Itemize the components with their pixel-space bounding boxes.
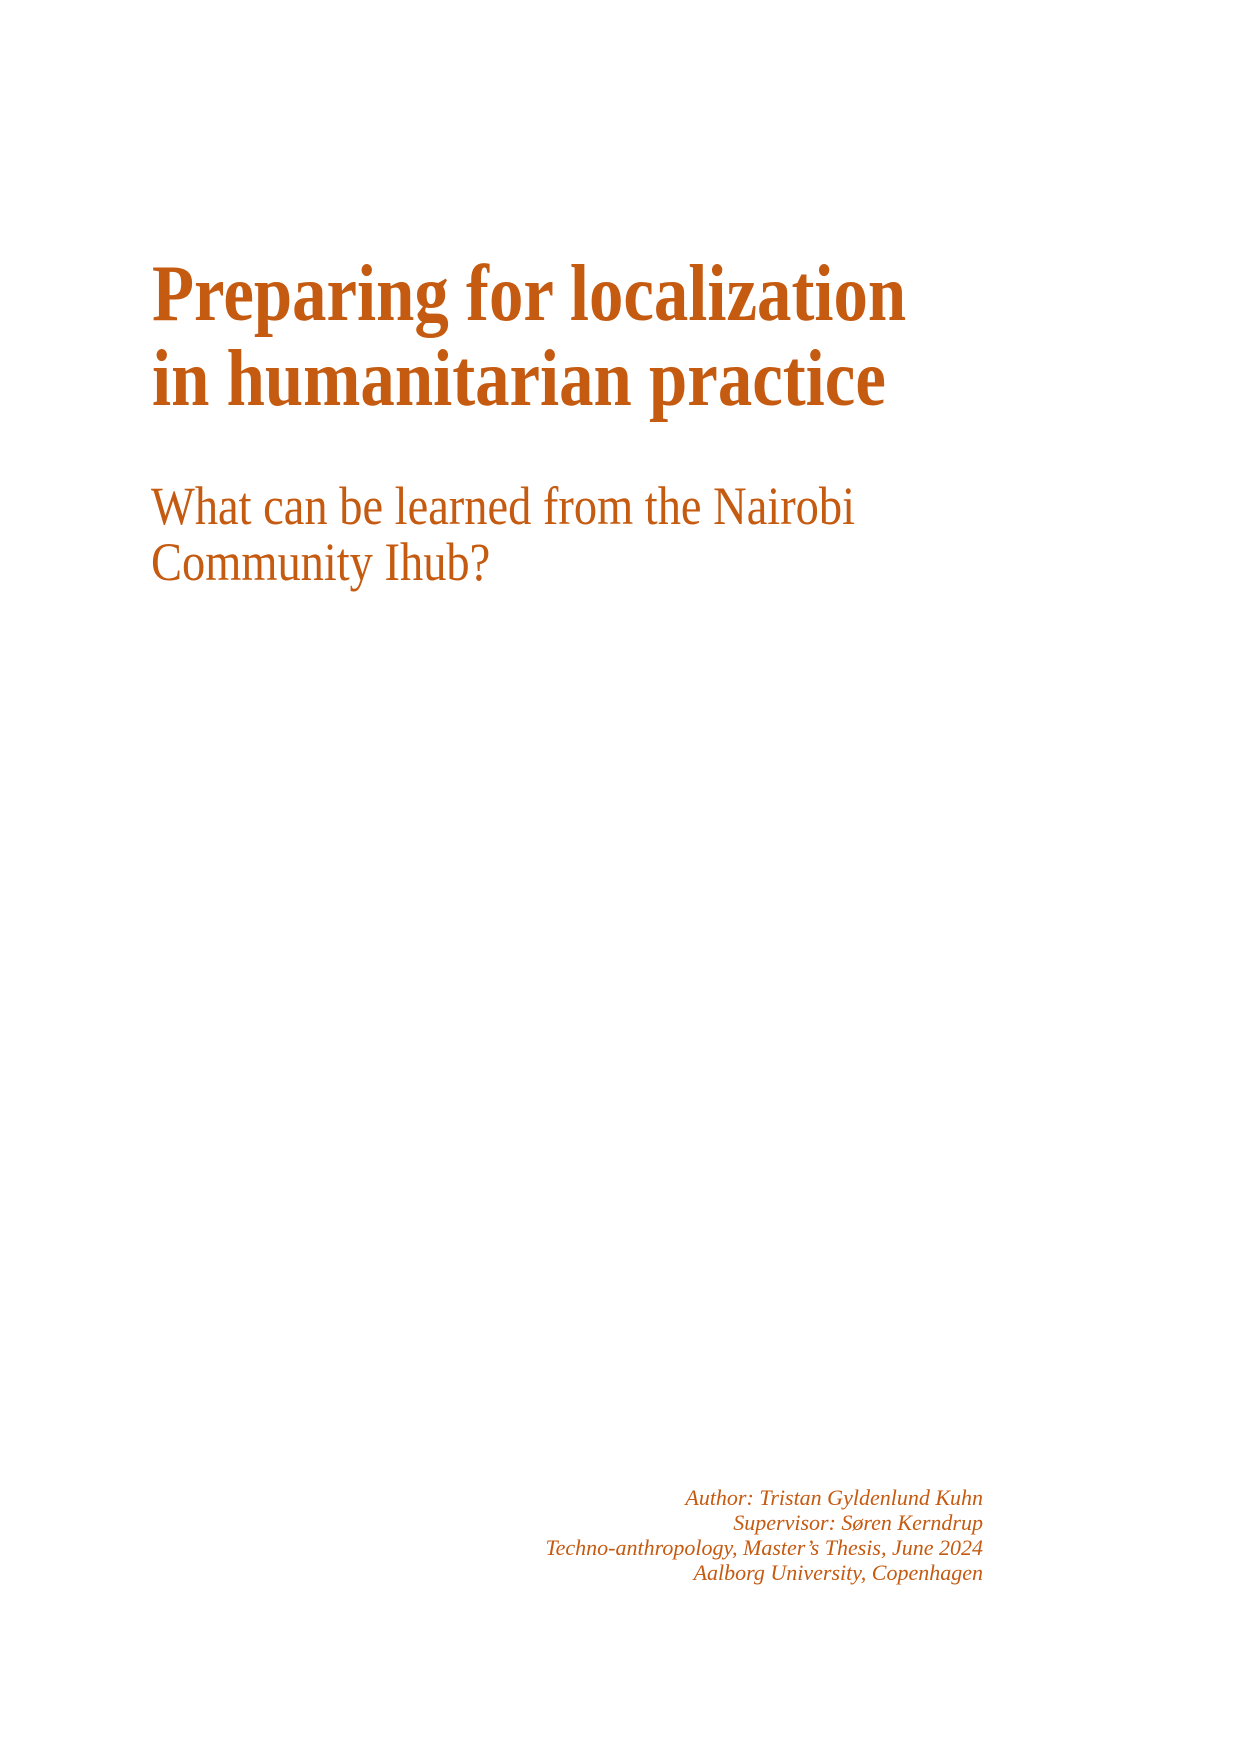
subtitle-line-1: What can be learned from the Nairobi: [151, 476, 856, 536]
document-title: [152, 252, 906, 422]
document-subtitle: [151, 478, 855, 590]
institution-line: Aalborg University, Copenhagen: [693, 1560, 983, 1585]
supervisor-line: Supervisor: Søren Kerndrup: [733, 1510, 983, 1535]
subtitle-line-2: Community Ihub?: [151, 532, 491, 592]
title-line-1: Preparing for localization: [152, 250, 907, 338]
author-line: Author: Tristan Gyldenlund Kuhn: [685, 1485, 983, 1510]
program-line: Techno-anthropology, Master’s Thesis, June 2024: [545, 1535, 983, 1560]
title-line-2: in humanitarian practice: [152, 335, 886, 423]
thesis-details: [545, 1485, 983, 1585]
